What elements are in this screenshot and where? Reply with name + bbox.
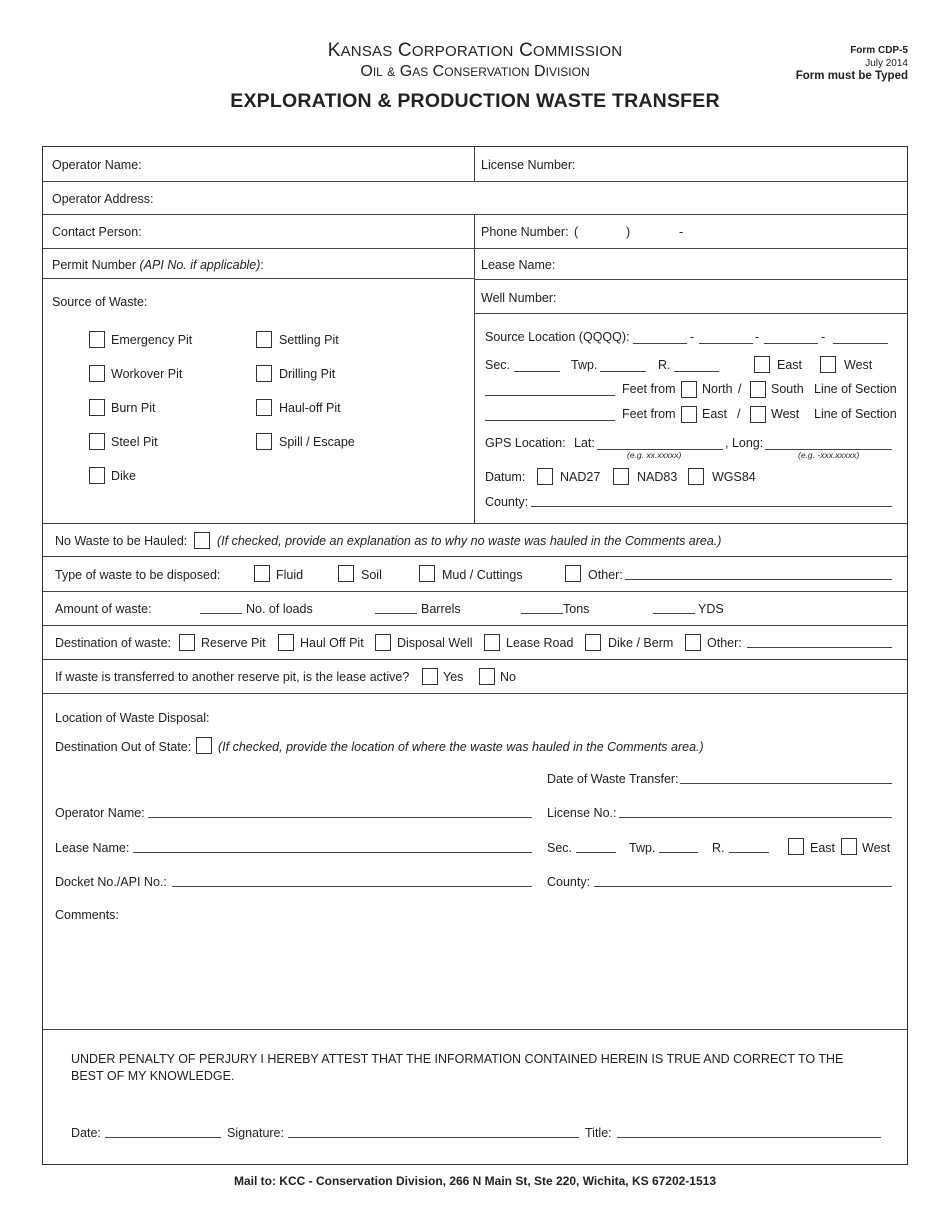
lease-road-checkbox[interactable] xyxy=(484,634,500,651)
disposal-lease-label: Lease Name: xyxy=(55,841,130,855)
disposal-twp-label: Twp. xyxy=(629,841,656,855)
workover-pit-checkbox[interactable] xyxy=(89,365,105,382)
slash: / xyxy=(737,407,741,421)
qqqq-field-3[interactable] xyxy=(764,343,818,344)
disposal-east-label: East xyxy=(810,841,836,855)
south-checkbox[interactable] xyxy=(750,381,766,398)
west-line-label: West xyxy=(771,407,800,421)
docket-field[interactable] xyxy=(172,886,532,887)
haul-off-pit-checkbox[interactable] xyxy=(256,399,272,416)
row-divider xyxy=(43,278,474,279)
range-field[interactable] xyxy=(674,371,719,372)
nad27-label: NAD27 xyxy=(560,470,601,484)
qqqq-field-1[interactable] xyxy=(633,343,687,344)
row-divider xyxy=(43,591,907,592)
lease-active-no-checkbox[interactable] xyxy=(479,668,495,685)
slash: / xyxy=(738,382,742,396)
row-divider xyxy=(43,659,907,660)
reserve-pit-label: Reserve Pit xyxy=(201,636,266,650)
dest-other-checkbox[interactable] xyxy=(685,634,701,651)
source-of-waste-label: Source of Waste: xyxy=(52,295,148,309)
soil-checkbox[interactable] xyxy=(338,565,354,582)
disposal-operator-field[interactable] xyxy=(148,817,532,818)
sec-field[interactable] xyxy=(514,371,560,372)
disposal-twp-field[interactable] xyxy=(659,852,698,853)
permit-label-text: Permit Number xyxy=(52,258,137,272)
east-checkbox[interactable] xyxy=(754,356,770,373)
burn-pit-checkbox[interactable] xyxy=(89,399,105,416)
permit-colon: : xyxy=(260,258,264,272)
out-of-state-note: (If checked, provide the location of where the waste was hauled in the Comments area.) xyxy=(218,740,704,754)
row-divider xyxy=(43,556,907,557)
fluid-label: Fluid xyxy=(276,568,304,582)
title-label: Title: xyxy=(585,1126,612,1140)
disposal-county-field[interactable] xyxy=(594,886,892,887)
phone-dash: - xyxy=(679,225,684,239)
emergency-pit-checkbox[interactable] xyxy=(89,331,105,348)
column-divider xyxy=(474,147,475,181)
disposal-west-label: West xyxy=(862,841,891,855)
transfer-date-label: Date of Waste Transfer: xyxy=(547,772,679,786)
yds-field[interactable] xyxy=(653,613,695,614)
emergency-pit-label: Emergency Pit xyxy=(111,333,193,347)
date-label: Date: xyxy=(71,1126,101,1140)
dike-label: Dike xyxy=(111,469,137,483)
comments-area[interactable] xyxy=(55,927,895,1022)
amount-label: Amount of waste: xyxy=(55,602,152,616)
east-label: East xyxy=(777,358,803,372)
row-divider xyxy=(474,279,907,280)
qqqq-dash: - xyxy=(690,330,695,344)
tons-field[interactable] xyxy=(521,613,563,614)
disposal-west-checkbox[interactable] xyxy=(841,838,857,855)
row-divider xyxy=(43,1029,907,1030)
long-label: , Long: xyxy=(725,436,764,450)
south-label: South xyxy=(771,382,804,396)
barrels-label: Barrels xyxy=(421,602,461,616)
dike-checkbox[interactable] xyxy=(89,467,105,484)
sec-label: Sec. xyxy=(485,358,511,372)
qqqq-dash: - xyxy=(821,330,826,344)
phone-close-paren: ) xyxy=(626,225,631,239)
line-of-section-label: Line of Section xyxy=(814,407,897,421)
comments-label: Comments: xyxy=(55,908,119,922)
docket-label: Docket No./API No.: xyxy=(55,875,167,889)
disposal-well-label: Disposal Well xyxy=(397,636,473,650)
disposal-county-label: County: xyxy=(547,875,591,889)
mud-cuttings-label: Mud / Cuttings xyxy=(442,568,523,582)
mail-to-footer: Mail to: KCC - Conservation Division, 266 N Main St, Ste 220, Wichita, KS 67202-1513 xyxy=(233,1174,717,1188)
phone-number-label: Phone Number: xyxy=(481,225,569,239)
title-field[interactable] xyxy=(617,1137,881,1138)
range-label: R. xyxy=(658,358,671,372)
twp-field[interactable] xyxy=(600,371,646,372)
twp-label: Twp. xyxy=(571,358,598,372)
reserve-question: If waste is transferred to another reserve pit, is the lease active? xyxy=(55,670,410,684)
soil-label: Soil xyxy=(361,568,382,582)
mud-cuttings-checkbox[interactable] xyxy=(419,565,435,582)
north-label: North xyxy=(702,382,733,396)
no-waste-note: (If checked, provide an explanation as to why no waste was hauled in the Comments area.) xyxy=(217,534,722,548)
well-number-label: Well Number: xyxy=(481,291,557,305)
disposal-sec-field[interactable] xyxy=(576,852,616,853)
spill-escape-label: Spill / Escape xyxy=(279,435,355,449)
no-waste-label: No Waste to be Hauled: xyxy=(55,534,188,548)
west-checkbox[interactable] xyxy=(820,356,836,373)
out-of-state-label: Destination Out of State: xyxy=(55,740,192,754)
drilling-pit-label: Drilling Pit xyxy=(279,367,336,381)
operator-address-label: Operator Address: xyxy=(52,192,154,206)
haul-off-pit-label: Haul-off Pit xyxy=(279,401,341,415)
nad83-label: NAD83 xyxy=(637,470,678,484)
yes-label: Yes xyxy=(443,670,464,684)
form-info xyxy=(796,44,908,83)
permit-number-label xyxy=(52,258,264,272)
tons-label: Tons xyxy=(563,602,590,616)
disposal-east-checkbox[interactable] xyxy=(788,838,804,855)
loads-field[interactable] xyxy=(200,613,242,614)
qqqq-field-4[interactable] xyxy=(833,343,888,344)
disposal-range-label: R. xyxy=(712,841,725,855)
barrels-field[interactable] xyxy=(375,613,417,614)
fluid-checkbox[interactable] xyxy=(254,565,270,582)
haul-off-pit-dest-checkbox[interactable] xyxy=(278,634,294,651)
no-waste-checkbox[interactable] xyxy=(194,532,210,549)
row-divider xyxy=(43,523,907,524)
operator-name-label: Operator Name: xyxy=(52,158,142,172)
signature-label: Signature: xyxy=(227,1126,284,1140)
long-hint: (e.g. -xxx.xxxxx) xyxy=(798,450,860,460)
form-frame xyxy=(42,146,908,1165)
row-divider xyxy=(474,313,907,314)
waste-other-field[interactable] xyxy=(625,579,892,580)
agency-name: KANSAS CORPORATION COMMISSION xyxy=(327,40,623,61)
contact-person-label: Contact Person: xyxy=(52,225,142,239)
license-number-label: License Number: xyxy=(481,158,576,172)
loads-label: No. of loads xyxy=(246,602,313,616)
disposal-range-field[interactable] xyxy=(729,852,769,853)
dike-berm-checkbox[interactable] xyxy=(585,634,601,651)
phone-open-paren: ( xyxy=(574,225,579,239)
workover-pit-label: Workover Pit xyxy=(111,367,183,381)
east-line-label: East xyxy=(702,407,728,421)
steel-pit-checkbox[interactable] xyxy=(89,433,105,450)
lat-label: Lat: xyxy=(574,436,595,450)
east-line-checkbox[interactable] xyxy=(681,406,697,423)
datum-label: Datum: xyxy=(485,470,526,484)
haul-off-pit-dest-label: Haul Off Pit xyxy=(300,636,364,650)
spill-escape-checkbox[interactable] xyxy=(256,433,272,450)
lease-name-label: Lease Name: xyxy=(481,258,556,272)
disposal-lease-field[interactable] xyxy=(133,852,532,853)
row-divider xyxy=(43,181,907,182)
dike-berm-label: Dike / Berm xyxy=(608,636,674,650)
transfer-date-field[interactable] xyxy=(680,783,892,784)
lease-road-label: Lease Road xyxy=(506,636,574,650)
reserve-pit-checkbox[interactable] xyxy=(179,634,195,651)
waste-other-label: Other: xyxy=(588,568,623,582)
dest-other-label: Other: xyxy=(707,636,742,650)
form-date: July 2014 xyxy=(865,58,908,69)
row-divider xyxy=(43,248,907,249)
drilling-pit-checkbox[interactable] xyxy=(256,365,272,382)
form-id: Form CDP-5 xyxy=(850,45,908,56)
form-note: Form must be Typed xyxy=(795,70,908,82)
steel-pit-label: Steel Pit xyxy=(111,435,158,449)
north-checkbox[interactable] xyxy=(681,381,697,398)
line-of-section-label: Line of Section xyxy=(814,382,897,396)
wgs84-checkbox[interactable] xyxy=(688,468,704,485)
no-label: No xyxy=(500,670,516,684)
county-label: County: xyxy=(485,495,529,509)
dest-other-field[interactable] xyxy=(747,647,892,648)
qqqq-field-2[interactable] xyxy=(699,343,753,344)
west-line-checkbox[interactable] xyxy=(750,406,766,423)
qqqq-label: Source Location (QQQQ): xyxy=(485,330,630,344)
row-divider xyxy=(43,625,907,626)
row-divider xyxy=(43,693,907,694)
feet-ew-field[interactable] xyxy=(485,420,615,421)
disposal-sec-label: Sec. xyxy=(547,841,573,855)
gps-location-label: GPS Location: xyxy=(485,436,566,450)
page-title: EXPLORATION & PRODUCTION WASTE TRANSFER xyxy=(230,90,720,112)
signature-field[interactable] xyxy=(288,1137,579,1138)
disposal-license-field[interactable] xyxy=(619,817,892,818)
division-name: OIL & GAS CONSERVATION DIVISION xyxy=(360,63,590,80)
row-divider xyxy=(43,214,907,215)
attestation-text: UNDER PENALTY OF PERJURY I HEREBY ATTEST THAT THE INFORMATION CONTAINED HEREIN IS TRUE AND CORRECT TO THE BEST OF MY KNOWLEDGE. xyxy=(71,1052,844,1083)
west-label: West xyxy=(844,358,873,372)
county-field[interactable] xyxy=(531,506,892,507)
nad27-checkbox[interactable] xyxy=(537,468,553,485)
permit-note: (API No. if applicable) xyxy=(139,258,261,272)
settling-pit-label: Settling Pit xyxy=(279,333,339,347)
burn-pit-label: Burn Pit xyxy=(111,401,156,415)
column-divider xyxy=(474,214,475,523)
waste-other-checkbox[interactable] xyxy=(565,565,581,582)
disposal-well-checkbox[interactable] xyxy=(375,634,391,651)
out-of-state-checkbox[interactable] xyxy=(196,737,212,754)
disposal-license-label: License No.: xyxy=(547,806,617,820)
nad83-checkbox[interactable] xyxy=(613,468,629,485)
yds-label: YDS xyxy=(698,602,724,616)
disposal-operator-label: Operator Name: xyxy=(55,806,145,820)
feet-from-label: Feet from xyxy=(622,407,676,421)
destination-label: Destination of waste: xyxy=(55,636,172,650)
lat-hint: (e.g. xx.xxxxx) xyxy=(627,450,682,460)
lease-active-yes-checkbox[interactable] xyxy=(422,668,438,685)
qqqq-dash: - xyxy=(755,330,760,344)
date-field[interactable] xyxy=(105,1137,221,1138)
waste-type-label: Type of waste to be disposed: xyxy=(55,568,221,582)
feet-from-label: Feet from xyxy=(622,382,676,396)
settling-pit-checkbox[interactable] xyxy=(256,331,272,348)
feet-ns-field[interactable] xyxy=(485,395,615,396)
wgs84-label: WGS84 xyxy=(712,470,756,484)
disposal-heading: Location of Waste Disposal: xyxy=(55,711,210,725)
